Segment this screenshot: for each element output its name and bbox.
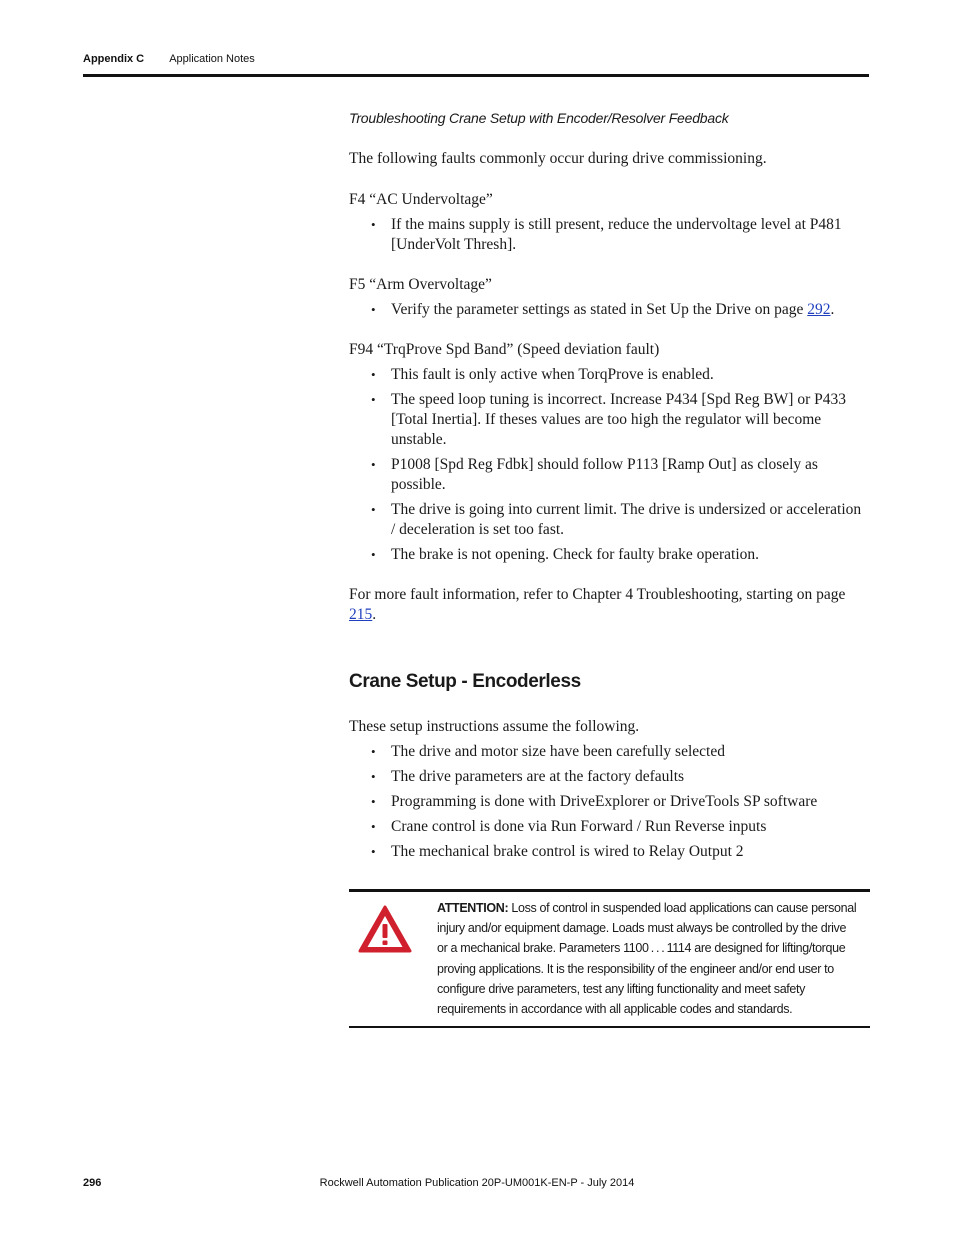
- bullet: •: [371, 819, 376, 834]
- bullet: •: [371, 744, 376, 759]
- more-info-paragraph: [349, 585, 869, 625]
- more-info-after: .: [372, 606, 377, 623]
- fault-f4-title: F4 “AC Undervoltage”: [349, 191, 493, 208]
- fault-f4-list: [349, 215, 869, 255]
- bullet: •: [371, 302, 376, 317]
- attention-label: ATTENTION:: [437, 901, 509, 915]
- list-item: [349, 500, 869, 540]
- subheading: Troubleshooting Crane Setup with Encoder/Resolver Feedback: [349, 110, 729, 126]
- list-item-text: The drive parameters are at the factory defaults: [391, 768, 685, 785]
- attention-body: Loss of control in suspended load applications can cause personal injury and/or equipment damage. Loads must always be controlled by the drive or a mechanical brake. Parameters 1100 . . . 1114 are designed for lifting/torque proving applications. It is the responsibility of the engineer and/or end user to configure drive parameters, test any lifting functionality and meet safety requirements in accordance with all applicable codes and standards.: [437, 901, 857, 1017]
- setup-intro: These setup instructions assume the following.: [349, 718, 640, 735]
- list-item: [349, 390, 869, 450]
- page-link-215[interactable]: 215: [349, 606, 373, 623]
- list-item: [349, 455, 869, 495]
- fault-f5-list: [349, 300, 869, 320]
- bullet: •: [371, 502, 376, 517]
- publication-info: Rockwell Automation Publication 20P-UM001K-EN-P - July 2014: [319, 1177, 635, 1189]
- header-rule: [83, 74, 869, 77]
- bullet: •: [371, 457, 376, 472]
- list-item-text-before: Verify the parameter settings as stated in Set Up the Drive on page: [391, 301, 808, 318]
- fault-f5-title: F5 “Arm Overvoltage”: [349, 276, 492, 293]
- list-item: [349, 545, 869, 565]
- bullet: •: [371, 547, 376, 562]
- bullet: •: [371, 769, 376, 784]
- list-item-text: Programming is done with DriveExplorer or DriveTools SP software: [391, 793, 818, 810]
- list-item-text: The speed loop tuning is incorrect. Increase P434 [Spd Reg BW] or P433 [Total Inertia]. If theses values are too high the regulator will become unstable.: [391, 391, 847, 448]
- bullet: •: [371, 367, 376, 382]
- list-item-text-after: .: [830, 301, 835, 318]
- list-item-text: P1008 [Spd Reg Fdbk] should follow P113 [Ramp Out] as closely as possible.: [391, 456, 818, 493]
- more-info-text: For more fault information, refer to Chapter 4 Troubleshooting, starting on page: [349, 586, 846, 603]
- intro-paragraph: The following faults commonly occur during drive commissioning.: [349, 150, 767, 167]
- setup-list: [349, 742, 869, 862]
- list-item-text: The brake is not opening. Check for faulty brake operation.: [391, 546, 760, 563]
- list-item-text: If the mains supply is still present, reduce the undervoltage level at P481 [UnderVolt Thresh].: [391, 216, 842, 253]
- bullet: •: [371, 844, 376, 859]
- main-content: [349, 108, 869, 882]
- attention-box: [349, 889, 870, 1028]
- list-item: [349, 792, 869, 812]
- list-item: [349, 817, 869, 837]
- list-item: [349, 365, 869, 385]
- list-item: [349, 742, 869, 762]
- bullet: •: [371, 392, 376, 407]
- list-item: [349, 300, 869, 320]
- bullet: •: [371, 217, 376, 232]
- page-header: [83, 53, 255, 65]
- header-section: Application Notes: [169, 53, 255, 65]
- header-appendix: Appendix C: [83, 53, 145, 65]
- attention-text: [437, 898, 857, 1019]
- section-title: Crane Setup - Encoderless: [349, 671, 581, 692]
- list-item-text: Crane control is done via Run Forward / Run Reverse inputs: [391, 818, 767, 835]
- page-link-292[interactable]: 292: [807, 301, 831, 318]
- list-item: [349, 842, 869, 862]
- list-item-text: The drive is going into current limit. The drive is undersized or acceleration / deceleration is set too fast.: [391, 501, 862, 538]
- list-item: [349, 767, 869, 787]
- warning-triangle-icon: [357, 904, 413, 959]
- list-item-text: The drive and motor size have been carefully selected: [391, 743, 725, 760]
- list-item: [349, 215, 869, 255]
- page-number: 296: [83, 1177, 102, 1189]
- list-item-text: This fault is only active when TorqProve is enabled.: [391, 366, 714, 383]
- fault-f94-title: F94 “TrqProve Spd Band” (Speed deviation fault): [349, 341, 660, 358]
- fault-f94-list: [349, 365, 869, 565]
- bullet: •: [371, 794, 376, 809]
- list-item-text: The mechanical brake control is wired to Relay Output 2: [391, 843, 744, 860]
